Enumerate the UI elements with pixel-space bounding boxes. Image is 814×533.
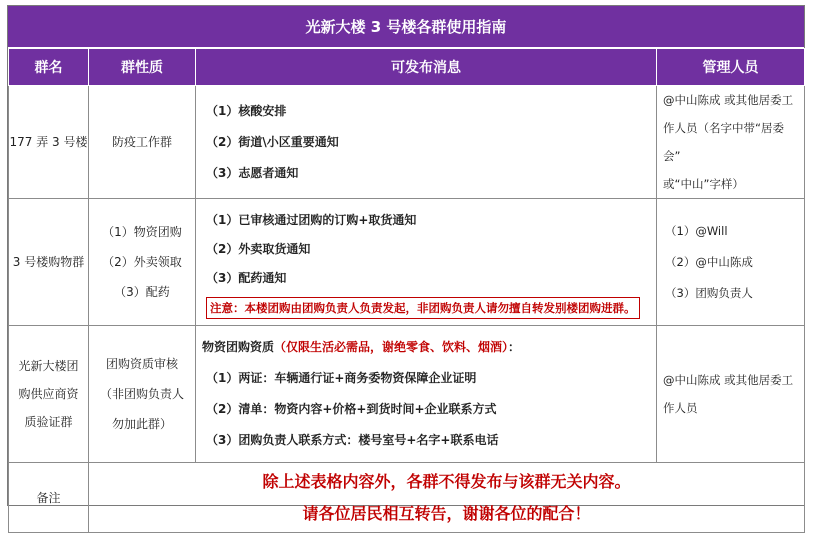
admin-list: [657, 199, 805, 326]
admin-list: [657, 86, 805, 199]
message-item: （3）志愿者通知: [206, 165, 299, 180]
group-name: [9, 326, 89, 463]
admin-line: （2）@中山陈成: [665, 254, 753, 269]
message-item: （2）外卖取货通知: [206, 241, 311, 256]
message-item: （2）清单：物资内容+价格+到货时间+企业联系方式: [206, 402, 497, 416]
remark-row: [9, 463, 805, 533]
message-heading: [202, 332, 650, 363]
message-item: （1）已审核通过团购的订购+取货通知: [206, 212, 417, 227]
remark-line: 除上述表格内容外，各群不得发布与该群无关内容。: [262, 471, 631, 491]
message-item: （3）配药通知: [206, 270, 287, 285]
remark-label: 备注: [9, 463, 89, 533]
group-name-line: 质验证群: [24, 415, 73, 429]
admin-line: 或“中山”字样）: [663, 177, 744, 191]
group-name: 3 号楼购物群: [9, 199, 89, 326]
message-item: （2）街道\小区重要通知: [206, 134, 339, 149]
message-list: [196, 86, 657, 199]
table-row: [9, 326, 805, 463]
sheet-title: 光新大楼 3 号楼各群使用指南: [8, 6, 804, 48]
admin-list: [657, 326, 805, 463]
group-nature: [89, 199, 196, 326]
group-nature: [89, 326, 196, 463]
header-group-name: 群名: [9, 49, 89, 86]
group-name-line: 光新大楼团: [18, 359, 79, 373]
header-messages: 可发布消息: [196, 49, 657, 86]
nature-item: （2）外卖领取: [102, 255, 182, 269]
message-item: （3）团购负责人联系方式：楼号室号+名字+联系电话: [206, 433, 499, 447]
group-name-line: 购供应商资: [18, 387, 79, 401]
nature-item: （1）物资团购: [102, 225, 182, 239]
table-row: [9, 86, 805, 199]
admin-line: （3）团购负责人: [665, 285, 753, 300]
heading-colon: ：: [508, 340, 521, 354]
nature-item: 勿加此群）: [111, 417, 172, 431]
admin-line: @中山陈成 或其他居委工: [663, 93, 794, 107]
remark-line: 请各位居民相互转告，谢谢各位的配合！: [302, 503, 591, 523]
header-admins: 管理人员: [657, 49, 805, 86]
heading-restriction: （仅限生活必需品，谢绝零食、饮料、烟酒）: [274, 340, 509, 354]
header-group-nature: 群性质: [89, 49, 196, 86]
guide-sheet: [7, 5, 805, 523]
group-nature: 防疫工作群: [89, 86, 196, 199]
nature-item: 团购资质审核: [105, 357, 178, 371]
admin-line: （1）@Will: [665, 223, 728, 238]
table-row: [9, 199, 805, 326]
header-row: [9, 49, 805, 86]
guide-table: [8, 48, 805, 533]
notice-box: 注意：本楼团购由团购负责人负责发起，非团购负责人请勿擅自转发别楼团购进群。: [206, 297, 640, 319]
heading-text: 物资团购资质: [202, 340, 275, 354]
message-list: [196, 326, 657, 463]
nature-item: （3）配药: [114, 285, 170, 299]
remark-content: [89, 463, 805, 533]
admin-line: 作人员（名字中带“居委会”: [663, 121, 784, 163]
message-list: [196, 199, 657, 326]
admin-line: 作人员: [663, 401, 698, 415]
nature-item: （非团购负责人: [99, 387, 184, 401]
message-item: （1）两证：车辆通行证+商务委物资保障企业证明: [206, 371, 477, 385]
admin-line: @中山陈成 或其他居委工: [663, 373, 794, 387]
group-name: 177 弄 3 号楼: [9, 86, 89, 199]
message-item: （1）核酸安排: [206, 103, 287, 118]
